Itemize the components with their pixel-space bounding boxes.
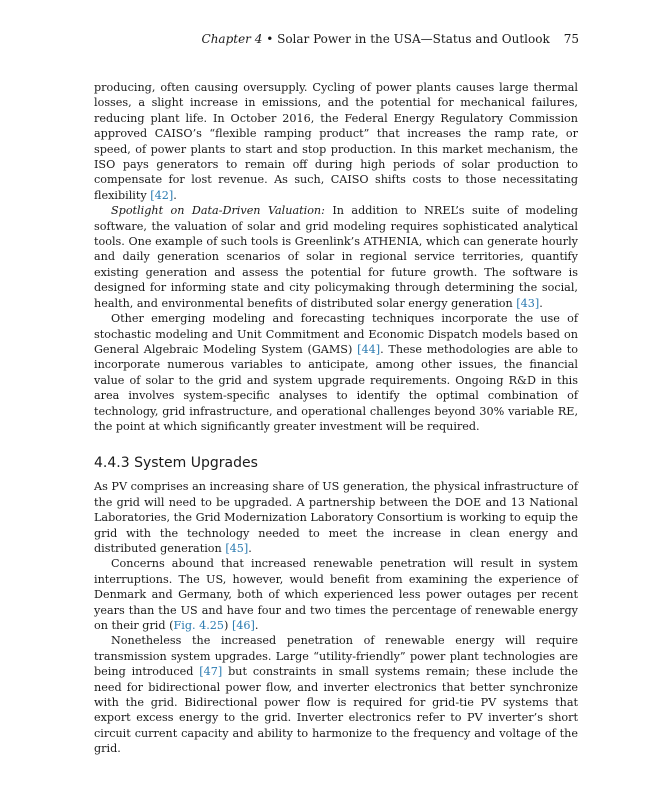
paragraph-text: but constraints in small systems remain; these include the need for bidirectional power flow, and inverter electronics that better synchronize with the grid. Bidirectional power flow is required for grid-tie PV systems that export excess energy to the grid. Inverter electronics refer to PV inverter’s short circuit current capacity and ability to harmonize to the frequency and voltage of the grid. [94, 665, 579, 756]
paragraph-text: ) [224, 619, 232, 632]
chapter-label: Chapter 4 [201, 32, 263, 46]
citation-link[interactable]: [42] [150, 188, 174, 202]
paragraph-transmission [94, 633, 578, 756]
paragraph-text: As PV comprises an increasing share of US generation, the physical infrastructure of the grid will need to be upgraded. A partnership between the DOE and 13 National Laboratories, the Grid Modernization Laboratory Consortium is working to equip the grid with the technology needed to meet the increase in clean energy and distributed generation [94, 480, 578, 555]
citation-link[interactable]: [46] [231, 619, 255, 632]
figure-link[interactable]: Fig. 4.25 [173, 619, 225, 632]
section-heading: 4.4.3 System Upgrades [94, 455, 258, 472]
citation-link[interactable]: [44] [357, 342, 381, 356]
paragraph-text: . [248, 541, 252, 555]
paragraph-interruptions [94, 556, 578, 633]
spotlight-label: Spotlight on Data-Driven Valuation: [111, 204, 325, 218]
paragraph-text: . These methodologies are able to incorporate numerous variables to anticipate, among other issues, the financial value of solar to the grid and system upgrade requirements. Ongoing R&D in this area involves system-specific analyses to identify the optimal combination of technology, grid infrastructure, and operational challenges beyond 30% variable RE, the point at which significantly greater investment will be required. [94, 342, 578, 433]
paragraph-text: . [254, 619, 259, 632]
paragraph-modeling [94, 311, 578, 434]
citation-link[interactable]: [45] [225, 541, 249, 555]
citation-link[interactable]: [47] [199, 665, 223, 679]
chapter-title: Solar Power in the USA—Status and Outlook [277, 32, 550, 46]
citation-link[interactable]: [43] [516, 296, 540, 310]
paragraph-text: producing, often causing oversupply. Cycling of power plants causes large thermal losses, a slight increase in emissions, and the potential for mechanical failures, reducing plant life. In October 2016, the Federal Energy Regulatory Commission approved CAISO’s “flexible ramping product” that increases the ramp rate, or speed, of power plants to start and stop production. In this market mechanism, the ISO pays generators to remain off during high periods of solar production to compensate for lost revenue. As such, CAISO shifts costs to those necessitating flexibility [94, 81, 578, 202]
paragraph-infrastructure [94, 479, 578, 556]
running-header [202, 31, 579, 47]
paragraph-text: . [539, 296, 543, 310]
page-body [94, 80, 578, 757]
paragraph-text: . [173, 188, 177, 202]
page-number: 75 [563, 32, 579, 46]
header-bullet: • [262, 32, 278, 46]
paragraph-spotlight [94, 203, 578, 311]
paragraph-text: In addition to NREL’s suite of modeling software, the valuation of solar and grid modeling requires sophisticated analytical tools. One example of such tools is Greenlink’s ATHENIA, which can generate hourly and daily generation scenarios of solar in regional service territories, quantify existing generation and assess the potential for future growth. The software is designed for informing state and city policymaking through determining the social, health, and environmental benefits of distributed solar energy generation [94, 204, 579, 310]
paragraph-oversupply [94, 80, 578, 203]
paragraph-text: Nonetheless the increased penetration of renewable energy will require transmission system upgrades. Large “utility-friendly” power plant technologies are being introduced [94, 634, 578, 679]
paragraph-text: Concerns abound that increased renewable penetration will result in system interruptions. The US, however, would benefit from examining the experience of Denmark and Germany, both of which experienced less power outages per recent years than the US and have four and two times the percentage of renewable energy on their grid ( [94, 557, 578, 632]
paragraph-text: Other emerging modeling and forecasting techniques incorporate the use of stochastic modeling and Unit Commitment and Economic Dispatch models based on General Algebraic Modeling System (GAMS) [94, 312, 578, 356]
